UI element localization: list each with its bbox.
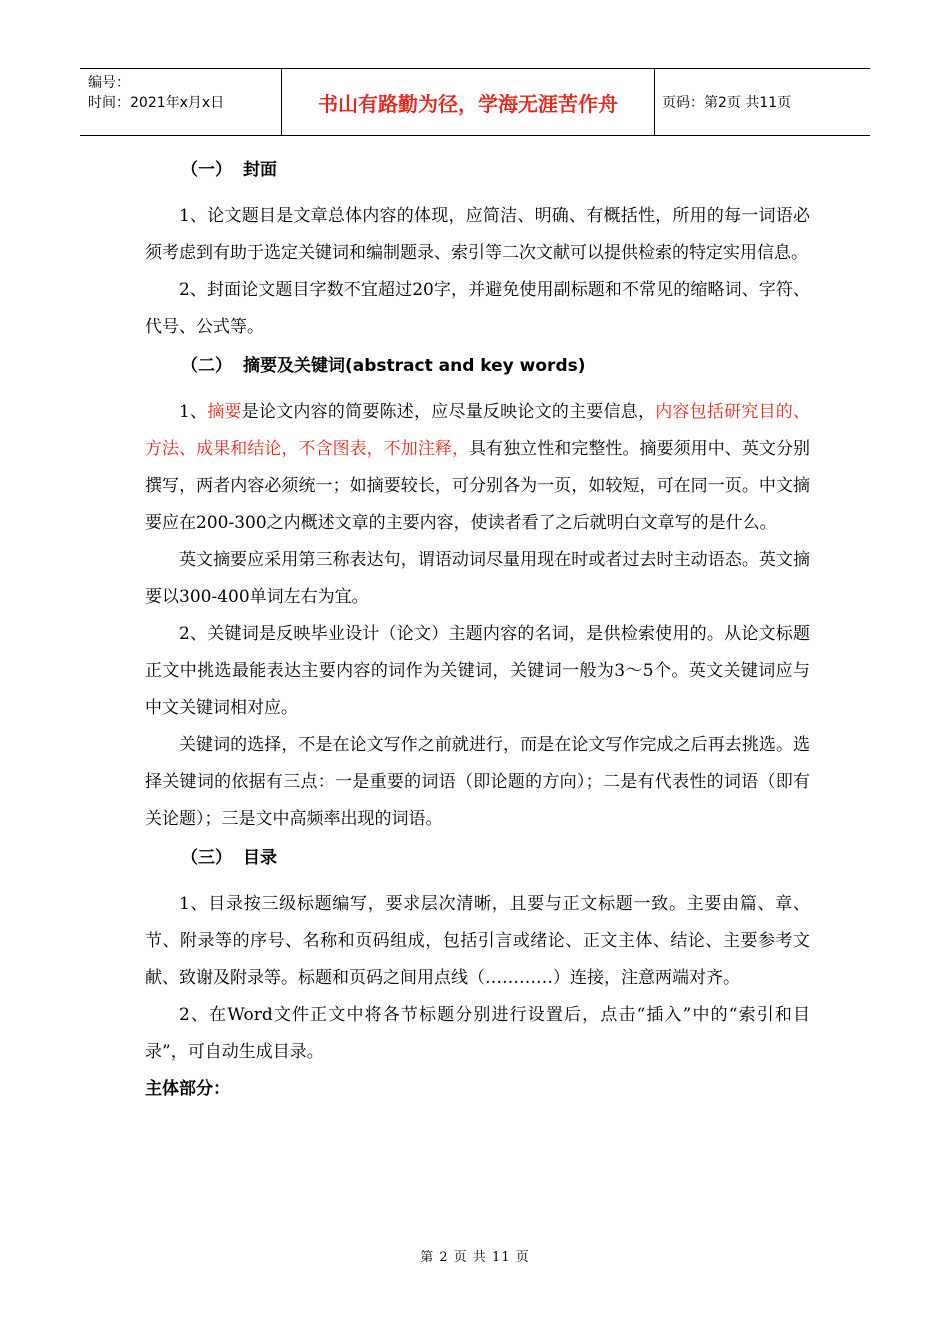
text-run: 1、 — [179, 402, 208, 422]
header-motto: 书山有路勤为径，学海无涯苦作舟 — [318, 91, 618, 116]
section-title: 摘要及关键词(abstract and key words) — [243, 356, 586, 376]
paragraph: 2、在Word文件正文中将各节标题分别进行设置后，点击“插入”中的“索引和目录”，可自动生成目录。 — [145, 1005, 810, 1062]
section-title: 目录 — [243, 848, 277, 868]
paragraph-abstract — [145, 394, 810, 542]
section-number: （二） — [181, 356, 232, 376]
section-number: （一） — [181, 160, 232, 180]
serial-label: 编号： — [88, 75, 130, 91]
text-run: 具有独立性和完整性。摘要须用中、英文分别撰写，两者内容必须统一；如摘要较长，可分别各为一页，如较短，可在同一页。中文摘要应在200-300之内概述文章的主要内容，使读者看了之后就明白文章写的是什么。 — [145, 439, 810, 533]
header-meta — [88, 73, 224, 113]
page-footer: 第 2 页 共 11 页 — [420, 1250, 530, 1265]
header-page-info: 页码：第2页 共11页 — [662, 95, 792, 111]
header-divider — [654, 69, 655, 135]
main-part-label: 主体部分： — [145, 1079, 230, 1099]
highlight-text: 摘要 — [207, 402, 242, 422]
paragraph: 1、目录按三级标题编写，要求层次清晰，且要与正文标题一致。主要由篇、章、节、附录等的序号、名称和页码组成，包括引言或绪论、正文主体、结论、主要参考文献、致谢及附录等。标题和页码之间用点线（…………）连接，注意两端对齐。 — [145, 894, 810, 988]
section-heading-toc — [145, 838, 810, 878]
section-heading-abstract — [145, 346, 810, 386]
highlight-text: 内容包括研究目的、方法、成果和结论，不含图表，不加注释， — [145, 402, 811, 459]
date-label: 时间：2021年x月x日 — [88, 95, 225, 111]
paragraph: 2、关键词是反映毕业设计（论文）主题内容的名词，是供检索使用的。从论文标题正文中挑选最能表达主要内容的词作为关键词，关键词一般为3～5个。英文关键词应与中文关键词相对应。 — [145, 624, 810, 718]
paragraph: 关键词的选择，不是在论文写作之前就进行，而是在论文写作完成之后再去挑选。选择关键词的依据有三点：一是重要的词语（即论题的方向）；二是有代表性的词语（即有关论题）；三是文中高频率出现的词语。 — [145, 735, 810, 829]
section-number: （三） — [181, 848, 232, 868]
section-heading-cover — [145, 150, 810, 190]
text-run: 是论文内容的简要陈述，应尽量反映论文的主要信息， — [241, 402, 656, 422]
paragraph: 英文摘要应采用第三称表达句，谓语动词尽量用现在时或者过去时主动语态。英文摘要以300-400单词左右为宜。 — [145, 550, 810, 607]
paragraph: 1、论文题目是文章总体内容的体现，应简洁、明确、有概括性，所用的每一词语必须考虑到有助于选定关键词和编制题录、索引等二次文献可以提供检索的特定实用信息。 — [145, 206, 810, 263]
page-header — [80, 68, 870, 136]
paragraph: 2、封面论文题目字数不宜超过20字，并避免使用副标题和不常见的缩略词、字符、代号、公式等。 — [145, 280, 810, 337]
section-title: 封面 — [243, 160, 277, 180]
document-body — [145, 150, 810, 1108]
